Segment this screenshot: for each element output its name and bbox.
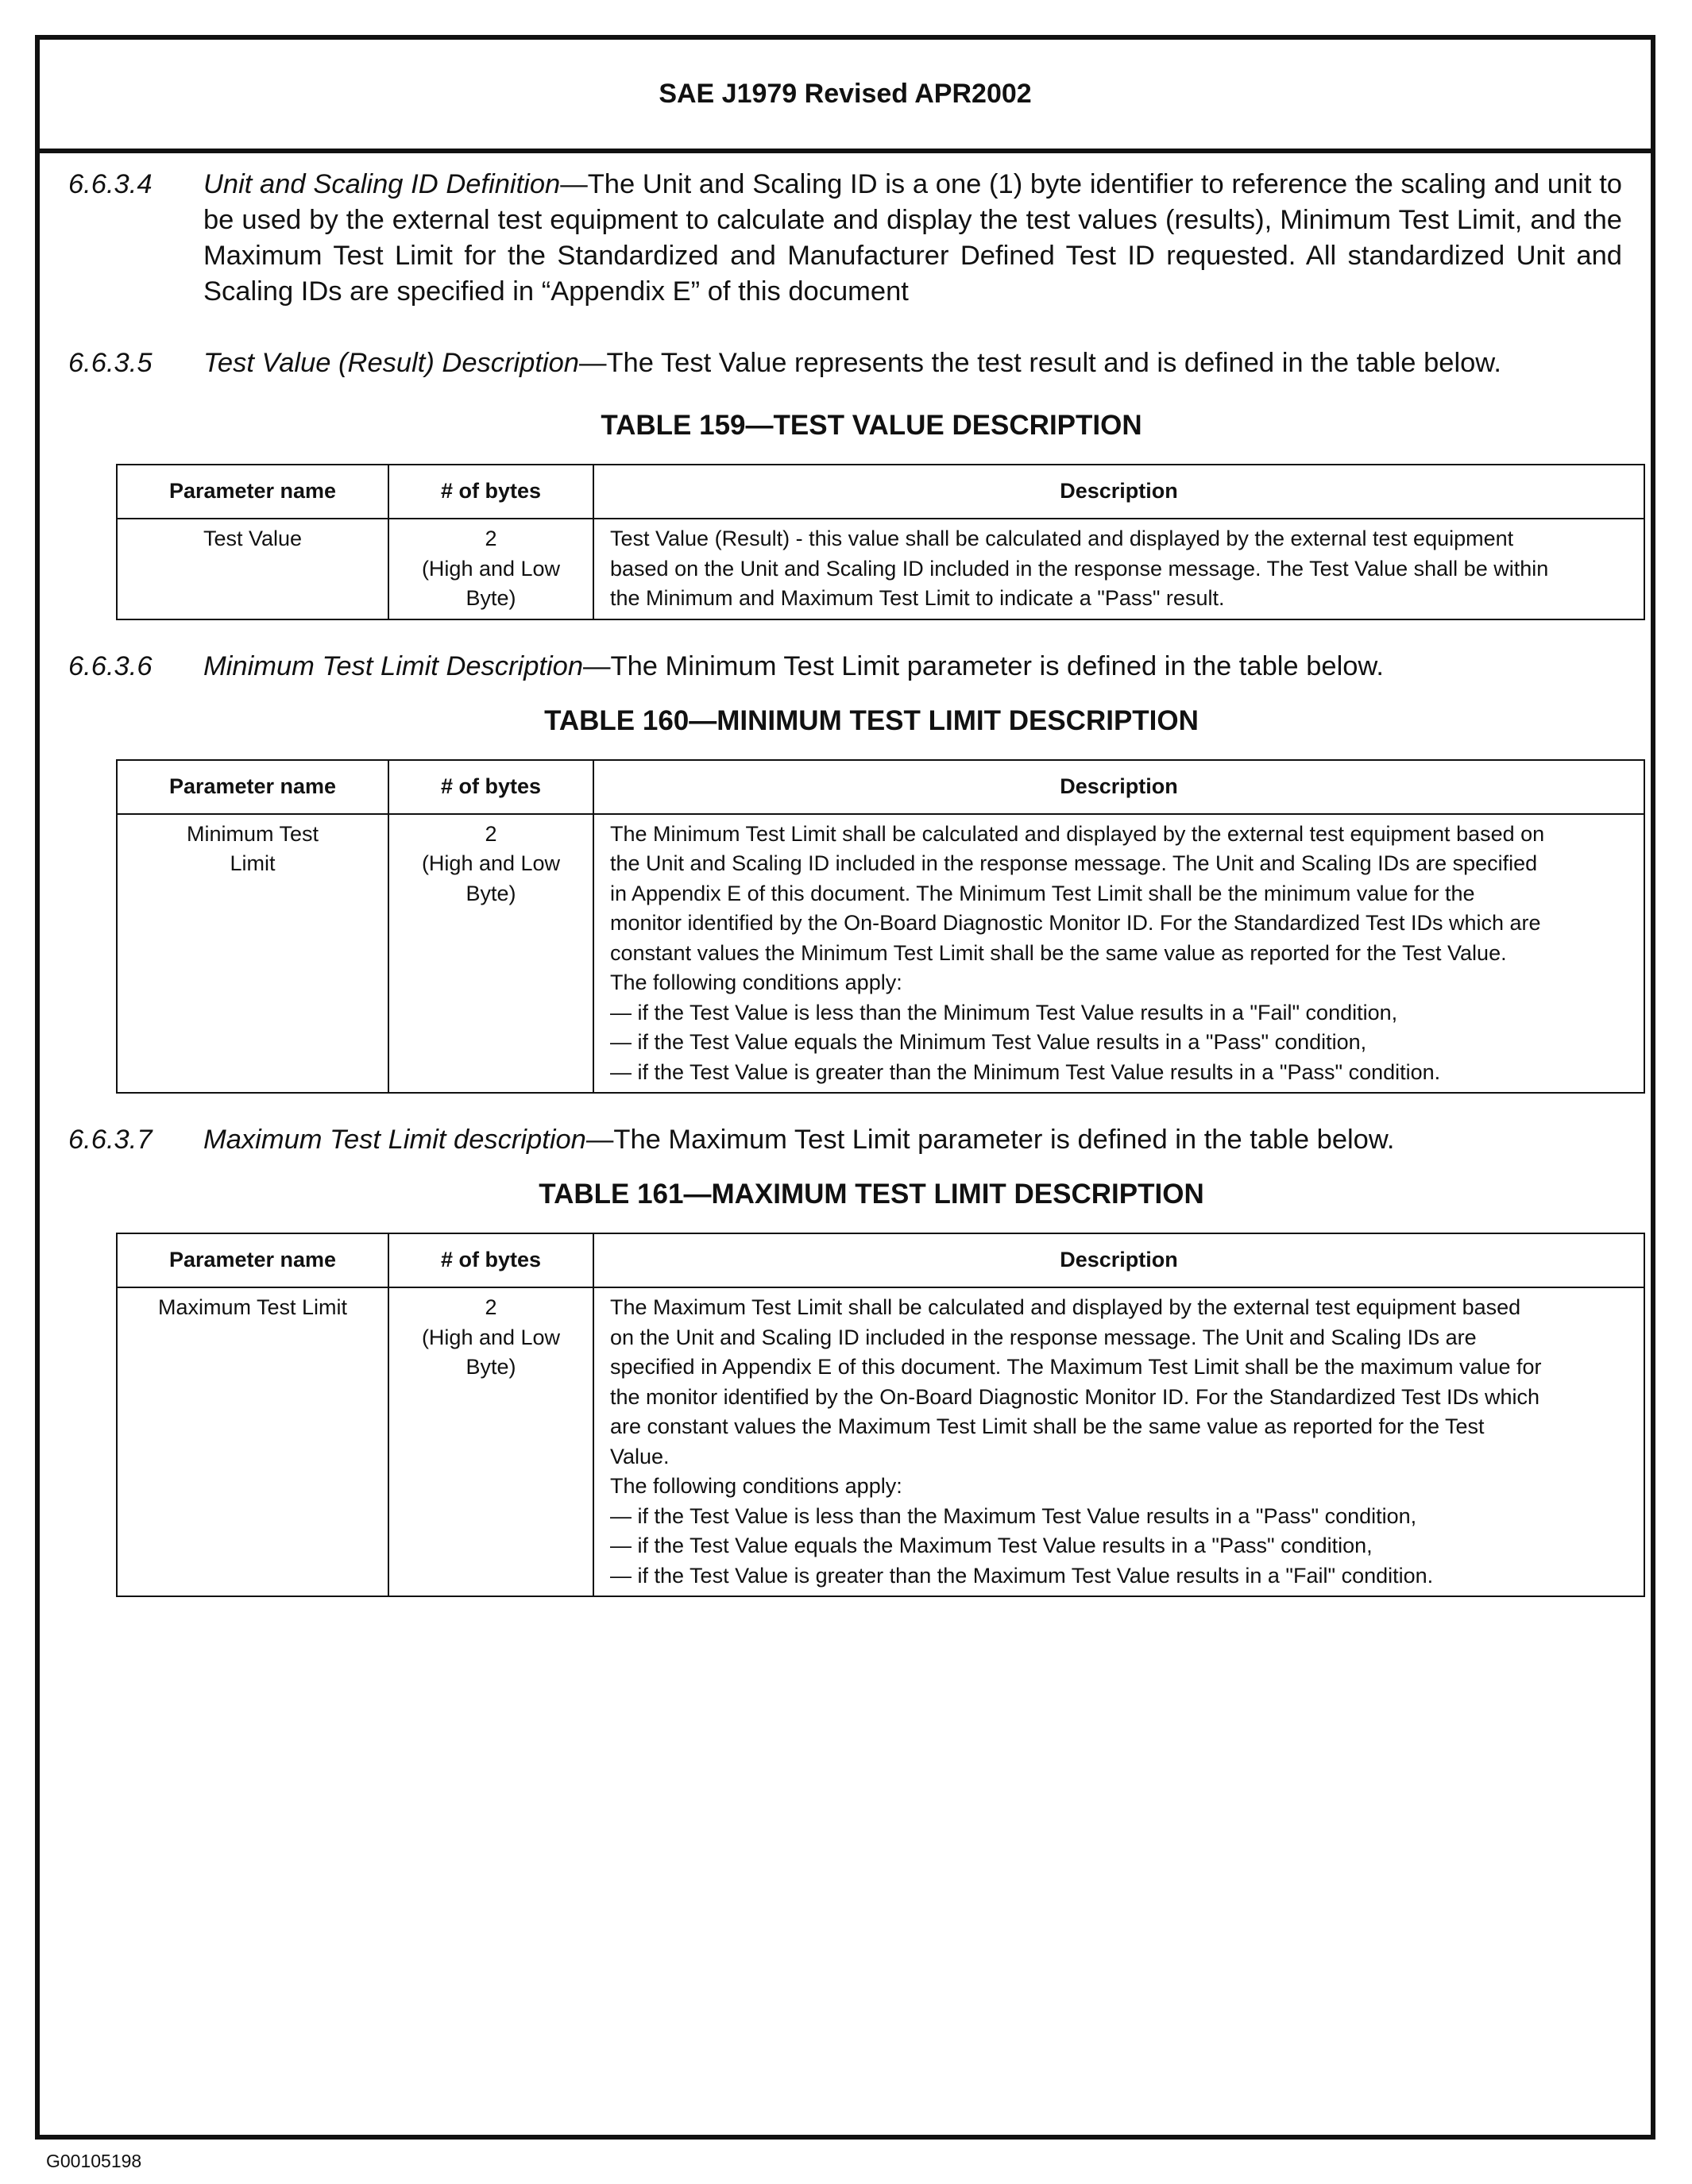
desc-line: — if the Test Value equals the Minimum Test Value results in a "Pass" condition, xyxy=(610,1030,1367,1054)
col-header-parameter: Parameter name xyxy=(117,760,388,814)
section-number: 6.6.3.5 xyxy=(68,348,153,378)
param-cell xyxy=(117,519,388,619)
table-row xyxy=(117,519,1644,619)
section-title: Minimum Test Limit Description xyxy=(203,650,584,681)
param-line: Limit xyxy=(230,851,276,875)
desc-line: — if the Test Value is less than the Maximum Test Value results in a "Pass" condition, xyxy=(610,1503,1417,1528)
desc-line: The Maximum Test Limit shall be calculated and displayed by the external test equipment based xyxy=(610,1295,1521,1319)
param-cell xyxy=(117,1287,388,1596)
bytes-line: Byte) xyxy=(465,881,516,905)
bytes-line: Byte) xyxy=(465,586,516,610)
param-line: Test Value xyxy=(203,527,303,550)
table-caption: TABLE 161—MAXIMUM TEST LIMIT DESCRIPTION xyxy=(539,1179,1204,1210)
desc-line: — if the Test Value is greater than the Maximum Test Value results in a "Fail" condition. xyxy=(610,1563,1434,1588)
desc-line: based on the Unit and Scaling ID included in the response message. The Test Value shall be within xyxy=(610,556,1549,581)
section-6-6-3-7 xyxy=(68,1122,1622,1158)
section-text xyxy=(203,649,1622,685)
desc-line: The following conditions apply: xyxy=(610,1474,902,1498)
desc-line: — if the Test Value is less than the Minimum Test Value results in a "Fail" condition, xyxy=(610,1000,1398,1024)
bytes-line: 2 xyxy=(485,527,497,550)
page-header xyxy=(40,40,1651,153)
bytes-line: 2 xyxy=(485,821,497,846)
desc-line: specified in Appendix E of this document. The Maximum Test Limit shall be the maximum value for xyxy=(610,1355,1542,1379)
table-161 xyxy=(116,1233,1645,1597)
section-body: —The Test Value represents the test result and is defined in the table below. xyxy=(578,348,1501,378)
footer-code: G00105198 xyxy=(46,2151,142,2171)
desc-line: — if the Test Value is greater than the Minimum Test Value results in a "Pass" condition. xyxy=(610,1059,1441,1084)
section-number: 6.6.3.6 xyxy=(68,650,153,681)
desc-line: the Minimum and Maximum Test Limit to indicate a "Pass" result. xyxy=(610,586,1225,610)
section-text xyxy=(203,167,1622,310)
description-cell xyxy=(593,519,1644,619)
bytes-line: (High and Low xyxy=(421,556,561,581)
col-header-parameter: Parameter name xyxy=(117,1233,388,1287)
param-line: Maximum Test Limit xyxy=(157,1295,348,1319)
col-header-bytes: # of bytes xyxy=(388,1233,593,1287)
col-header-description: Description xyxy=(593,760,1644,814)
param-line: Minimum Test xyxy=(186,821,319,846)
desc-line: the Unit and Scaling ID included in the response message. The Unit and Scaling IDs are specified xyxy=(610,851,1538,875)
bytes-cell xyxy=(388,814,593,1094)
section-title: Maximum Test Limit description xyxy=(203,1125,586,1155)
desc-line: in Appendix E of this document. The Minimum Test Limit shall be the minimum value for the xyxy=(610,881,1475,905)
section-body: —The Minimum Test Limit parameter is defined in the table below. xyxy=(583,650,1385,681)
desc-line: on the Unit and Scaling ID included in the response message. The Unit and Scaling IDs are xyxy=(610,1325,1477,1349)
section-6-6-3-6 xyxy=(68,649,1622,685)
col-header-bytes: # of bytes xyxy=(388,760,593,814)
bytes-line: 2 xyxy=(485,1295,497,1319)
section-6-6-3-4 xyxy=(68,167,1622,310)
table-caption: TABLE 159—TEST VALUE DESCRIPTION xyxy=(601,410,1142,441)
col-header-parameter: Parameter name xyxy=(117,465,388,519)
bytes-line: (High and Low xyxy=(421,851,561,875)
table-header-row xyxy=(117,760,1644,814)
table-160 xyxy=(116,759,1645,1094)
desc-line: Test Value (Result) - this value shall be calculated and displayed by the external test equipment xyxy=(610,527,1514,550)
desc-line: — if the Test Value equals the Maximum Test Value results in a "Pass" condition, xyxy=(610,1534,1373,1557)
description-cell xyxy=(593,814,1644,1094)
desc-line: monitor identified by the On-Board Diagnostic Monitor ID. For the Standardized Test IDs which are xyxy=(610,911,1541,935)
section-text xyxy=(203,345,1622,381)
desc-line: constant values the Minimum Test Limit shall be the same value as reported for the Test Value. xyxy=(610,940,1507,965)
desc-line: Value. xyxy=(610,1444,670,1468)
section-text xyxy=(203,1122,1622,1158)
col-header-description: Description xyxy=(593,465,1644,519)
page-content xyxy=(68,167,1622,1597)
desc-line: The Minimum Test Limit shall be calculated and displayed by the external test equipment based on xyxy=(610,821,1545,846)
table-row xyxy=(117,814,1644,1094)
section-number: 6.6.3.7 xyxy=(68,1125,153,1155)
bytes-line: Byte) xyxy=(465,1355,516,1379)
col-header-bytes: # of bytes xyxy=(388,465,593,519)
col-header-description: Description xyxy=(593,1233,1644,1287)
page-frame xyxy=(35,35,1655,2140)
bytes-cell xyxy=(388,519,593,619)
table-caption: TABLE 160—MINIMUM TEST LIMIT DESCRIPTION xyxy=(544,704,1199,736)
section-body: —The Unit and Scaling ID is a one (1) byte identifier to reference the scaling and unit to be used by the external test equipment to calculate and display the test values (results), Minimum Test Limit, and the Maximum Test Limit for the Standardized and Manufacturer Defined Test ID requested. All standardized Unit and Scaling IDs are specified in “Appendix E” of this document xyxy=(203,169,1622,307)
section-6-6-3-5 xyxy=(68,345,1622,381)
desc-line: the monitor identified by the On-Board Diagnostic Monitor ID. For the Standardized Test IDs which xyxy=(610,1384,1540,1409)
section-title: Unit and Scaling ID Definition xyxy=(203,169,561,199)
section-body: —The Maximum Test Limit parameter is defined in the table below. xyxy=(585,1125,1395,1155)
bytes-cell xyxy=(388,1287,593,1596)
section-title: Test Value (Result) Description xyxy=(203,348,579,378)
desc-line: The following conditions apply: xyxy=(610,970,902,994)
param-cell xyxy=(117,814,388,1094)
table-159 xyxy=(116,464,1645,620)
table-header-row xyxy=(117,465,1644,519)
table-row xyxy=(117,1287,1644,1596)
section-number: 6.6.3.4 xyxy=(68,169,153,199)
table-header-row xyxy=(117,1233,1644,1287)
document-title: SAE J1979 Revised APR2002 xyxy=(659,79,1032,109)
bytes-line: (High and Low xyxy=(421,1325,561,1349)
description-cell xyxy=(593,1287,1644,1596)
desc-line: are constant values the Maximum Test Limit shall be the same value as reported for the Test xyxy=(610,1414,1485,1438)
